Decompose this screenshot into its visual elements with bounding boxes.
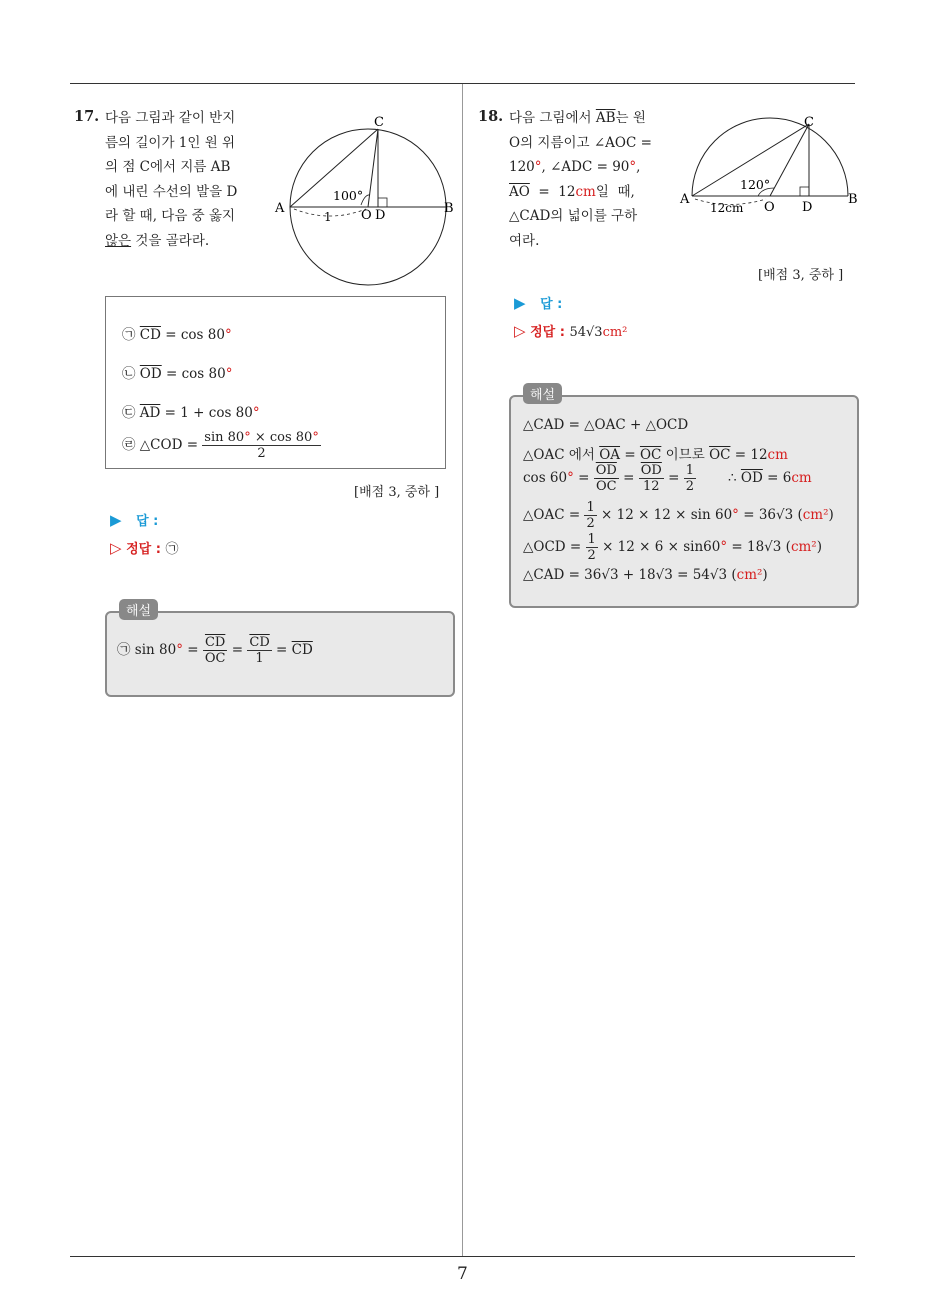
fraction xyxy=(202,430,321,461)
numerator: 1 xyxy=(586,500,595,515)
answer-row xyxy=(110,510,158,529)
unit: cm xyxy=(791,470,812,486)
question-line xyxy=(509,180,665,205)
text: 이므로 xyxy=(661,447,710,463)
label-A: A xyxy=(275,201,285,216)
question-number: 18. xyxy=(478,108,504,125)
numerator xyxy=(202,430,321,446)
question-line: 름의 길이가 1인 원 위 xyxy=(105,134,236,151)
denominator: 12 xyxy=(643,479,660,494)
text: 120 xyxy=(509,159,535,175)
explanation-line xyxy=(523,532,822,563)
text: × 12 × 12 × sin 60 xyxy=(596,507,733,523)
denominator: 1 xyxy=(255,651,264,666)
answer-label: 답 : xyxy=(540,297,563,312)
degree-sign: ° xyxy=(244,430,251,445)
text: = xyxy=(618,470,639,486)
eq: = xyxy=(227,642,248,658)
question-line: 에 내린 수선의 발을 D xyxy=(105,183,238,200)
degree-sign: ° xyxy=(224,327,232,343)
fraction xyxy=(639,463,664,494)
question-line: O의 지름이고 ∠AOC = xyxy=(509,134,652,151)
text: = xyxy=(573,470,594,486)
segment: $\overline{CD}$ xyxy=(139,327,161,343)
label-D: D xyxy=(802,200,813,215)
correct-value: 54√3 xyxy=(569,325,603,340)
unit: cm² xyxy=(736,567,763,583)
segment: $\overline{OA}$ xyxy=(599,447,621,463)
degree-sign: ° xyxy=(534,159,542,175)
choice-mark: ㉢ xyxy=(122,405,136,421)
segment: $\overline{AB}$ xyxy=(595,110,616,126)
choice-mark: ㉣ xyxy=(122,437,136,453)
label-B: B xyxy=(444,201,454,216)
explanation-box xyxy=(509,395,859,608)
degree-sign: ° xyxy=(732,507,739,523)
fraction xyxy=(684,463,696,494)
length-label: 12cm xyxy=(710,201,744,215)
text: ∴ xyxy=(728,470,741,486)
question-line: 의 점 C에서 지름 AB xyxy=(105,159,231,175)
correct-unit: cm² xyxy=(602,325,628,340)
text: cos 60 xyxy=(523,470,568,486)
question-line xyxy=(105,229,255,254)
degree-sign: ° xyxy=(720,539,728,555)
degree-sign: ° xyxy=(312,430,319,445)
denominator: 2 xyxy=(257,446,266,461)
question-line xyxy=(509,106,665,131)
question-line xyxy=(509,155,665,180)
q17-circle-figure xyxy=(272,112,462,290)
text: = 18√3 ( xyxy=(727,539,791,555)
label-B: B xyxy=(848,192,858,207)
choice-eq: = cos 80 xyxy=(161,366,226,382)
choices-box xyxy=(105,296,446,469)
denominator: OC xyxy=(595,479,617,494)
explanation-line xyxy=(523,567,768,583)
text: = xyxy=(620,447,640,463)
numerator: $\overline{OD}$ xyxy=(640,463,662,478)
play-icon: ▶ xyxy=(514,294,526,312)
degree-sign: ° xyxy=(225,366,233,382)
triangle-outline-icon: ▷ xyxy=(110,539,122,557)
answer-label: 답 : xyxy=(136,514,159,529)
label-D: D xyxy=(375,208,386,223)
choice-3[interactable] xyxy=(122,401,260,421)
eq: = xyxy=(271,642,292,658)
denominator: 2 xyxy=(587,548,596,563)
fraction xyxy=(584,500,596,531)
degree-sign: ° xyxy=(629,159,637,175)
question-line: 여라. xyxy=(509,232,540,249)
denominator: OC xyxy=(204,651,226,666)
text: △CAD = 36√3 + 18√3 = 54√3 ( xyxy=(523,567,737,583)
unit: cm xyxy=(767,447,788,463)
eq: = xyxy=(182,642,203,658)
explanation-tag: 해설 xyxy=(119,599,158,620)
unit: cm² xyxy=(790,539,817,555)
explanation-line xyxy=(523,443,788,463)
text: × 12 × 6 × sin60 xyxy=(597,539,721,555)
choice-eq: = 1 + cos 80 xyxy=(160,405,253,421)
text: = 6 xyxy=(762,470,792,486)
correct-answer-row xyxy=(110,538,178,557)
choice-eq: = cos 80 xyxy=(160,327,225,343)
explanation-line xyxy=(523,500,834,531)
correct-value: ㉠ xyxy=(165,542,179,557)
underlined-word: 않은 xyxy=(105,232,132,249)
degree-sign: ° xyxy=(176,642,183,658)
segment: $\overline{OD}$ xyxy=(740,470,763,486)
question-line-rest: 것을 골라라. xyxy=(131,232,210,249)
numerator: $\overline{CD}$ xyxy=(203,635,228,651)
text: 는 원 xyxy=(615,110,646,126)
answer-row xyxy=(514,293,562,312)
numerator: $\overline{CD}$ xyxy=(249,635,270,650)
correct-label: 정답 : xyxy=(530,325,565,340)
segment: $\overline{OC}$ xyxy=(639,447,662,463)
text: = 12 xyxy=(730,447,768,463)
play-icon: ▶ xyxy=(110,511,122,529)
segment: $\overline{OD}$ xyxy=(139,366,162,382)
choice-2[interactable] xyxy=(122,362,232,382)
fraction xyxy=(594,463,619,494)
text: = 36√3 ( xyxy=(738,507,803,523)
explanation-line: △CAD = △OAC + △OCD xyxy=(523,417,689,433)
text: = 12 xyxy=(529,183,576,200)
correct-label: 정답 : xyxy=(126,542,161,557)
text: = xyxy=(663,470,684,486)
segment: $\overline{OC}$ xyxy=(709,447,731,463)
degree-sign: ° xyxy=(252,405,260,421)
question-line: 라 할 때, 다음 중 옳지 xyxy=(105,208,236,224)
choice-mark: ㉡ xyxy=(122,366,136,382)
expl-pre: ㉠ sin 80 xyxy=(117,642,177,658)
angle-label: 120° xyxy=(740,177,771,192)
choice-lhs: △COD = xyxy=(139,437,203,453)
explanation-tag: 해설 xyxy=(523,383,562,404)
text: △OAC = xyxy=(523,507,585,523)
text: , ∠ADC = 90 xyxy=(541,159,630,175)
column-divider xyxy=(462,84,463,1256)
label-O: O xyxy=(764,200,775,215)
text: △OCD = xyxy=(523,539,586,555)
choice-1[interactable] xyxy=(122,323,232,343)
numerator: $\overline{OD}$ xyxy=(595,463,617,478)
text: ) xyxy=(816,539,822,555)
text: ) xyxy=(828,507,834,523)
numerator: 1 xyxy=(685,463,695,478)
page-number: 7 xyxy=(457,1264,468,1284)
numerator-part: sin 80 xyxy=(204,430,245,445)
radius-label: 1 xyxy=(324,210,332,224)
text: , xyxy=(636,159,641,175)
question-number: 17. xyxy=(74,108,100,125)
triangle-outline-icon: ▷ xyxy=(514,322,526,340)
explanation-line xyxy=(523,463,812,494)
label-C: C xyxy=(804,115,814,130)
numerator-part: × cos 80 xyxy=(250,430,313,445)
denominator: 2 xyxy=(685,479,695,494)
correct-answer-row xyxy=(514,321,627,340)
degree-sign: ° xyxy=(567,470,574,486)
question-line: 다음 그림과 같이 반지 xyxy=(105,110,236,126)
text: ) xyxy=(762,567,768,583)
label-C: C xyxy=(374,115,384,130)
score-label: [배점 3, 중하 ] xyxy=(758,268,844,283)
fraction xyxy=(247,635,271,666)
fraction xyxy=(586,532,598,563)
question-line: △CAD의 넓이를 구하 xyxy=(509,208,638,224)
segment: $\overline{AD}$ xyxy=(139,405,161,421)
explanation-line xyxy=(117,635,313,666)
text: △OAC 에서 xyxy=(523,447,600,463)
text: 다음 그림에서 xyxy=(509,110,596,126)
text: 일 때, xyxy=(595,183,635,200)
segment: $\overline{AO}$ xyxy=(509,183,530,200)
question-text xyxy=(509,106,665,253)
result: $\overline{CD}$ xyxy=(291,642,313,658)
choice-4[interactable] xyxy=(122,430,321,461)
bottom-rule xyxy=(70,1256,855,1257)
unit: cm² xyxy=(802,507,829,523)
explanation-box xyxy=(105,611,455,697)
question-text xyxy=(105,106,255,253)
q18-semicircle-figure xyxy=(678,112,864,218)
unit: cm xyxy=(575,183,596,200)
denominator: 2 xyxy=(586,516,595,531)
label-A: A xyxy=(680,192,690,207)
numerator: 1 xyxy=(587,532,596,547)
label-O: O xyxy=(361,208,372,223)
fraction xyxy=(203,635,228,666)
choice-mark: ㉠ xyxy=(122,327,136,343)
score-label: [배점 3, 중하 ] xyxy=(354,485,440,500)
angle-label: 100° xyxy=(333,188,364,203)
